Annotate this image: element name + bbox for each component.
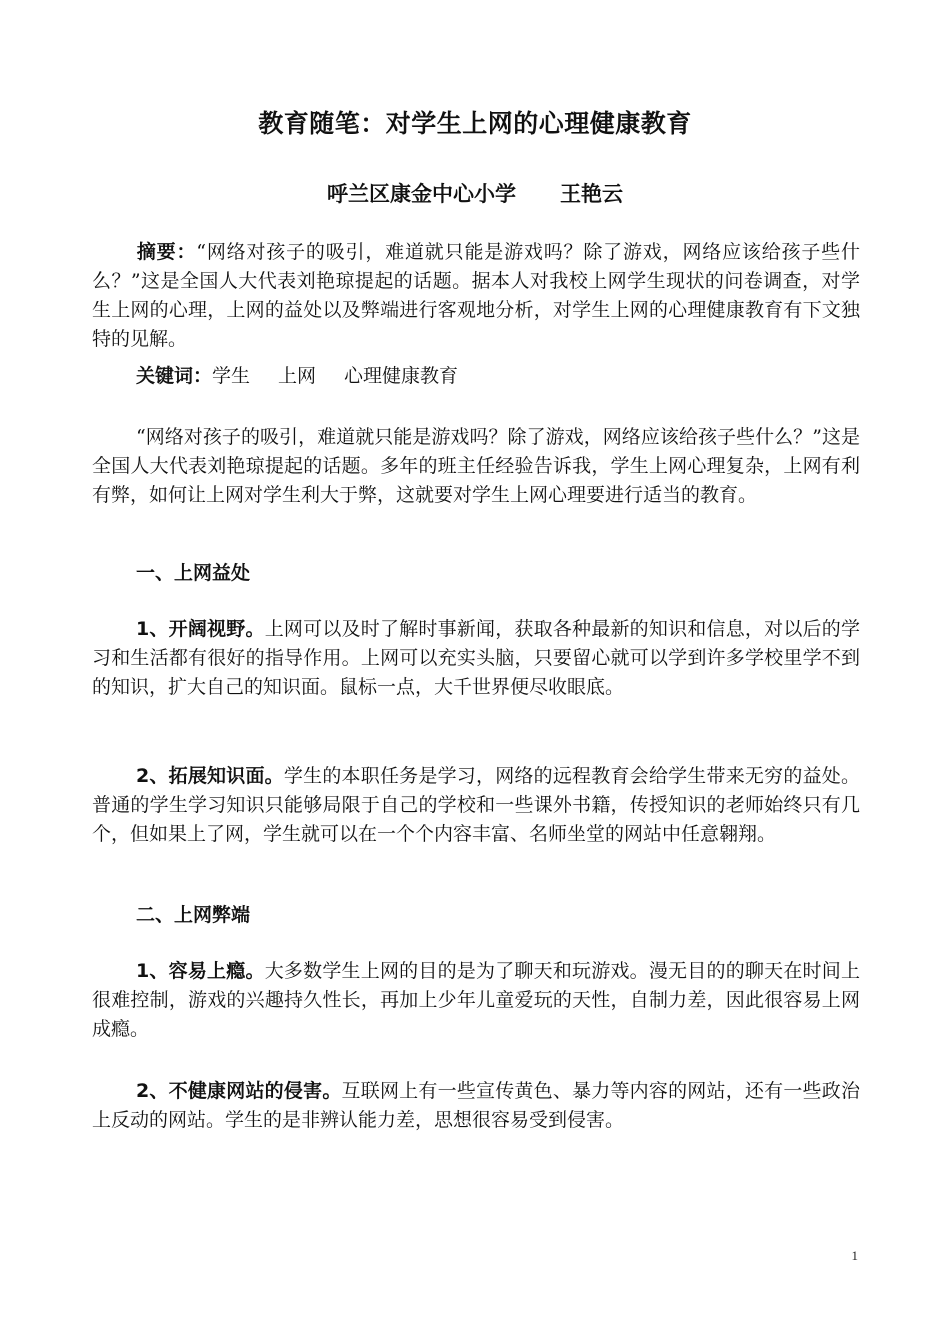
section-heading: 一、上网益处 (136, 562, 251, 584)
keyword: 学生 (212, 365, 251, 387)
author-name: 王艳云 (560, 182, 623, 206)
section-heading: 二、上网弊端 (136, 904, 251, 926)
document-title: 教育随笔：对学生上网的心理健康教育 (258, 109, 692, 138)
keywords-label: 关键词： (136, 365, 213, 387)
abstract-paragraph (92, 238, 860, 354)
author-line (0, 178, 950, 208)
paragraph-text: 互联网上有一些宣传黄色、暴力等内容的网站，还有一些政治上反动的网站。学生的是非辨认能力差，思想很容易受到侵害。 (92, 1080, 860, 1131)
paragraph-lead: 2、不健康网站的侵害。 (136, 1080, 342, 1102)
intro-paragraph (92, 423, 860, 510)
paragraph-lead: 1、容易上瘾。 (136, 960, 265, 982)
paragraph-text: 学生的本职任务是学习，网络的远程教育会给学生带来无穷的益处。普通的学生学习知识只能够局限于自己的学校和一些课外书籍，传授知识的老师始终只有几个，但如果上了网，学生就可以在一个个内容丰富、名师坐堂的网站中任意翱翔。 (92, 765, 860, 845)
abstract-label: 摘要： (136, 241, 197, 263)
intro-text: “网络对孩子的吸引，难道就只能是游戏吗？除了游戏，网络应该给孩子些什么？”这是全国人大代表刘艳琼提起的话题。多年的班主任经验告诉我，学生上网心理复杂，上网有利有弊，如何让上网对学生利大于弊，这就要对学生上网心理要进行适当的教育。 (92, 426, 860, 506)
school-name: 呼兰区康金中心小学 (327, 182, 516, 206)
paragraph-lead: 2、拓展知识面。 (136, 765, 284, 787)
keywords-paragraph (92, 362, 860, 391)
keyword: 心理健康教育 (344, 365, 459, 387)
benefit-paragraph-2 (92, 762, 860, 849)
page-number: 1 (851, 1248, 858, 1263)
benefit-paragraph-1 (92, 615, 860, 702)
paragraph-lead: 1、开阔视野。 (136, 618, 265, 640)
paragraph-text: 大多数学生上网的目的是为了聊天和玩游戏。漫无目的的聊天在时间上很难控制，游戏的兴趣持久性长，再加上少年儿童爱玩的天性，自制力差，因此很容易上网成瘾。 (92, 960, 860, 1040)
abstract-text: “网络对孩子的吸引，难道就只能是游戏吗？除了游戏，网络应该给孩子些什么？”这是全国人大代表刘艳琼提起的话题。据本人对我校上网学生现状的问卷调查，对学生上网的心理，上网的益处以及弊端进行客观地分析，对学生上网的心理健康教育有下文独特的见解。 (92, 241, 860, 350)
keyword: 上网 (278, 365, 317, 387)
drawback-paragraph-2 (92, 1077, 860, 1135)
drawback-paragraph-1 (92, 957, 860, 1044)
paragraph-text: 上网可以及时了解时事新闻，获取各种最新的知识和信息，对以后的学习和生活都有很好的指导作用。上网可以充实头脑，只要留心就可以学到许多学校里学不到的知识，扩大自己的知识面。鼠标一点，大千世界便尽收眼底。 (92, 618, 860, 698)
